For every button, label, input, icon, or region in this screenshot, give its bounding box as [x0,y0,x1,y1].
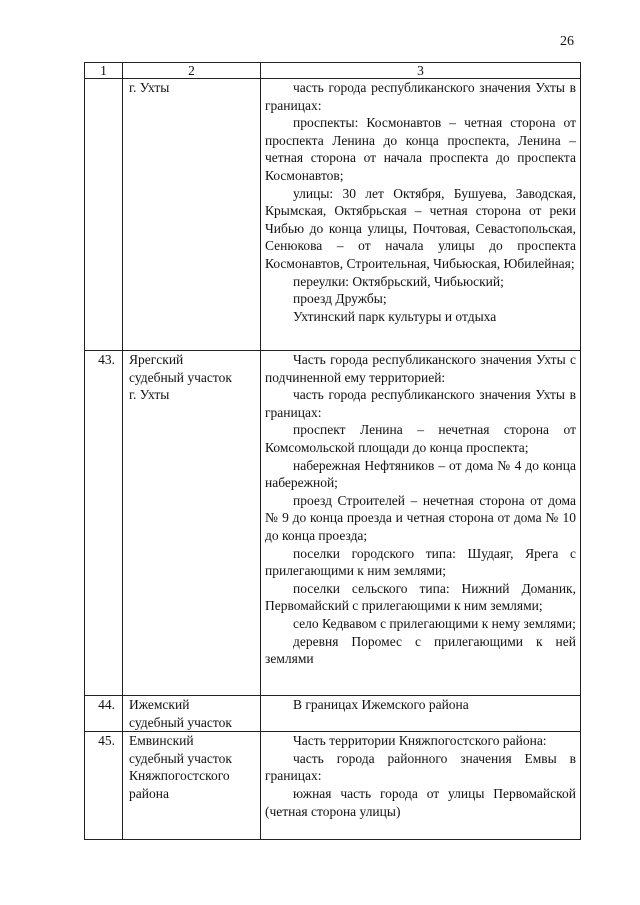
district-boundaries [261,732,581,840]
boundary-paragraph: В границах Ижемского района [293,697,469,712]
boundary-paragraph: набережная Нефтяников – от дома № 4 до конца набережной; [265,457,576,491]
district-name [123,696,261,732]
boundary-paragraph: деревня Поромес с прилегающими к ней землями [265,633,576,667]
boundary-paragraph: село Кедвавом с прилегающими к нему землями; [293,615,576,631]
boundary-paragraph: часть города республиканского значения Ухты в границах: [265,387,576,420]
district-name-line: района [129,785,169,801]
boundary-paragraph: Ухтинский парк культуры и отдыха [293,308,497,324]
boundary-paragraph: Часть территории Княжпогостского района: [293,733,547,749]
district-boundaries [261,79,581,351]
district-boundaries [261,351,581,696]
page-number: 26 [560,34,574,49]
boundary-paragraph: поселки городского типа: Шудаяг, Ярега с прилегающими к ним землями; [265,545,576,579]
boundary-paragraph: проспекты: Космонавтов – четная сторона от проспекта Ленина до конца проспекта, Ленина – четная сторона от начала проспекта до проспекта Космонавтов; [265,115,576,183]
district-name-line: г. Ухты [129,387,170,403]
boundary-paragraph: проспект Ленина – нечетная сторона от Комсомольской площади до конца проспекта; [265,422,576,455]
table-row [85,351,581,696]
table-row [85,696,581,732]
column-header-3: 3 [261,63,581,79]
boundary-paragraph: часть города районного значения Емвы в границах: [265,750,576,784]
district-name-line: г. Ухты [129,80,170,95]
boundary-paragraph: Часть города республиканского значения Ухты с подчиненной ему территорией: [265,352,576,385]
row-number [85,79,123,351]
boundary-paragraph: южная часть города от улицы Первомайской (четная сторона улицы) [265,785,576,819]
boundary-paragraph: проезд Строителей – нечетная сторона от дома № 9 до конца проезда и четная сторона от дома № 10 до конца проезда; [265,492,576,543]
district-table [84,62,581,840]
table-row [85,79,581,351]
district-name-line: судебный участок [129,750,232,766]
boundary-paragraph: часть города республиканского значения Ухты в границах: [265,80,576,113]
column-header-2: 2 [123,63,261,79]
district-boundaries [261,696,581,732]
row-number: 44. [85,696,123,732]
boundary-paragraph: переулки: Октябрьский, Чибьюский; [293,273,504,289]
boundary-paragraph: улицы: 30 лет Октября, Бушуева, Заводская, Крымская, Октябрьская – четная сторона от реки Чибью до конца улицы, Почтовая, Севастопольская, Сенюкова – от начала улицы до проспекта Космонавтов, Строительная, Чибьюская, Юбилейная; [265,185,576,271]
boundary-paragraph: поселки сельского типа: Нижний Доманик, Первомайский с прилегающими к ним землями; [265,580,576,614]
boundary-paragraph: проезд Дружбы; [293,291,387,307]
table-header-row [85,63,581,79]
table-row [85,732,581,840]
district-name-line: Емвинский [129,733,194,749]
district-name-line: Княжпогостского [129,768,230,784]
district-name [123,732,261,840]
district-name-line: судебный участок [129,714,232,730]
district-name [123,79,261,351]
district-name-line: Ярегский [129,352,184,367]
row-number: 45. [85,732,123,840]
district-name [123,351,261,696]
row-number: 43. [85,351,123,696]
column-header-1: 1 [85,63,123,79]
district-name-line: Ижемский [129,697,190,712]
district-name-line: судебный участок [129,369,232,385]
